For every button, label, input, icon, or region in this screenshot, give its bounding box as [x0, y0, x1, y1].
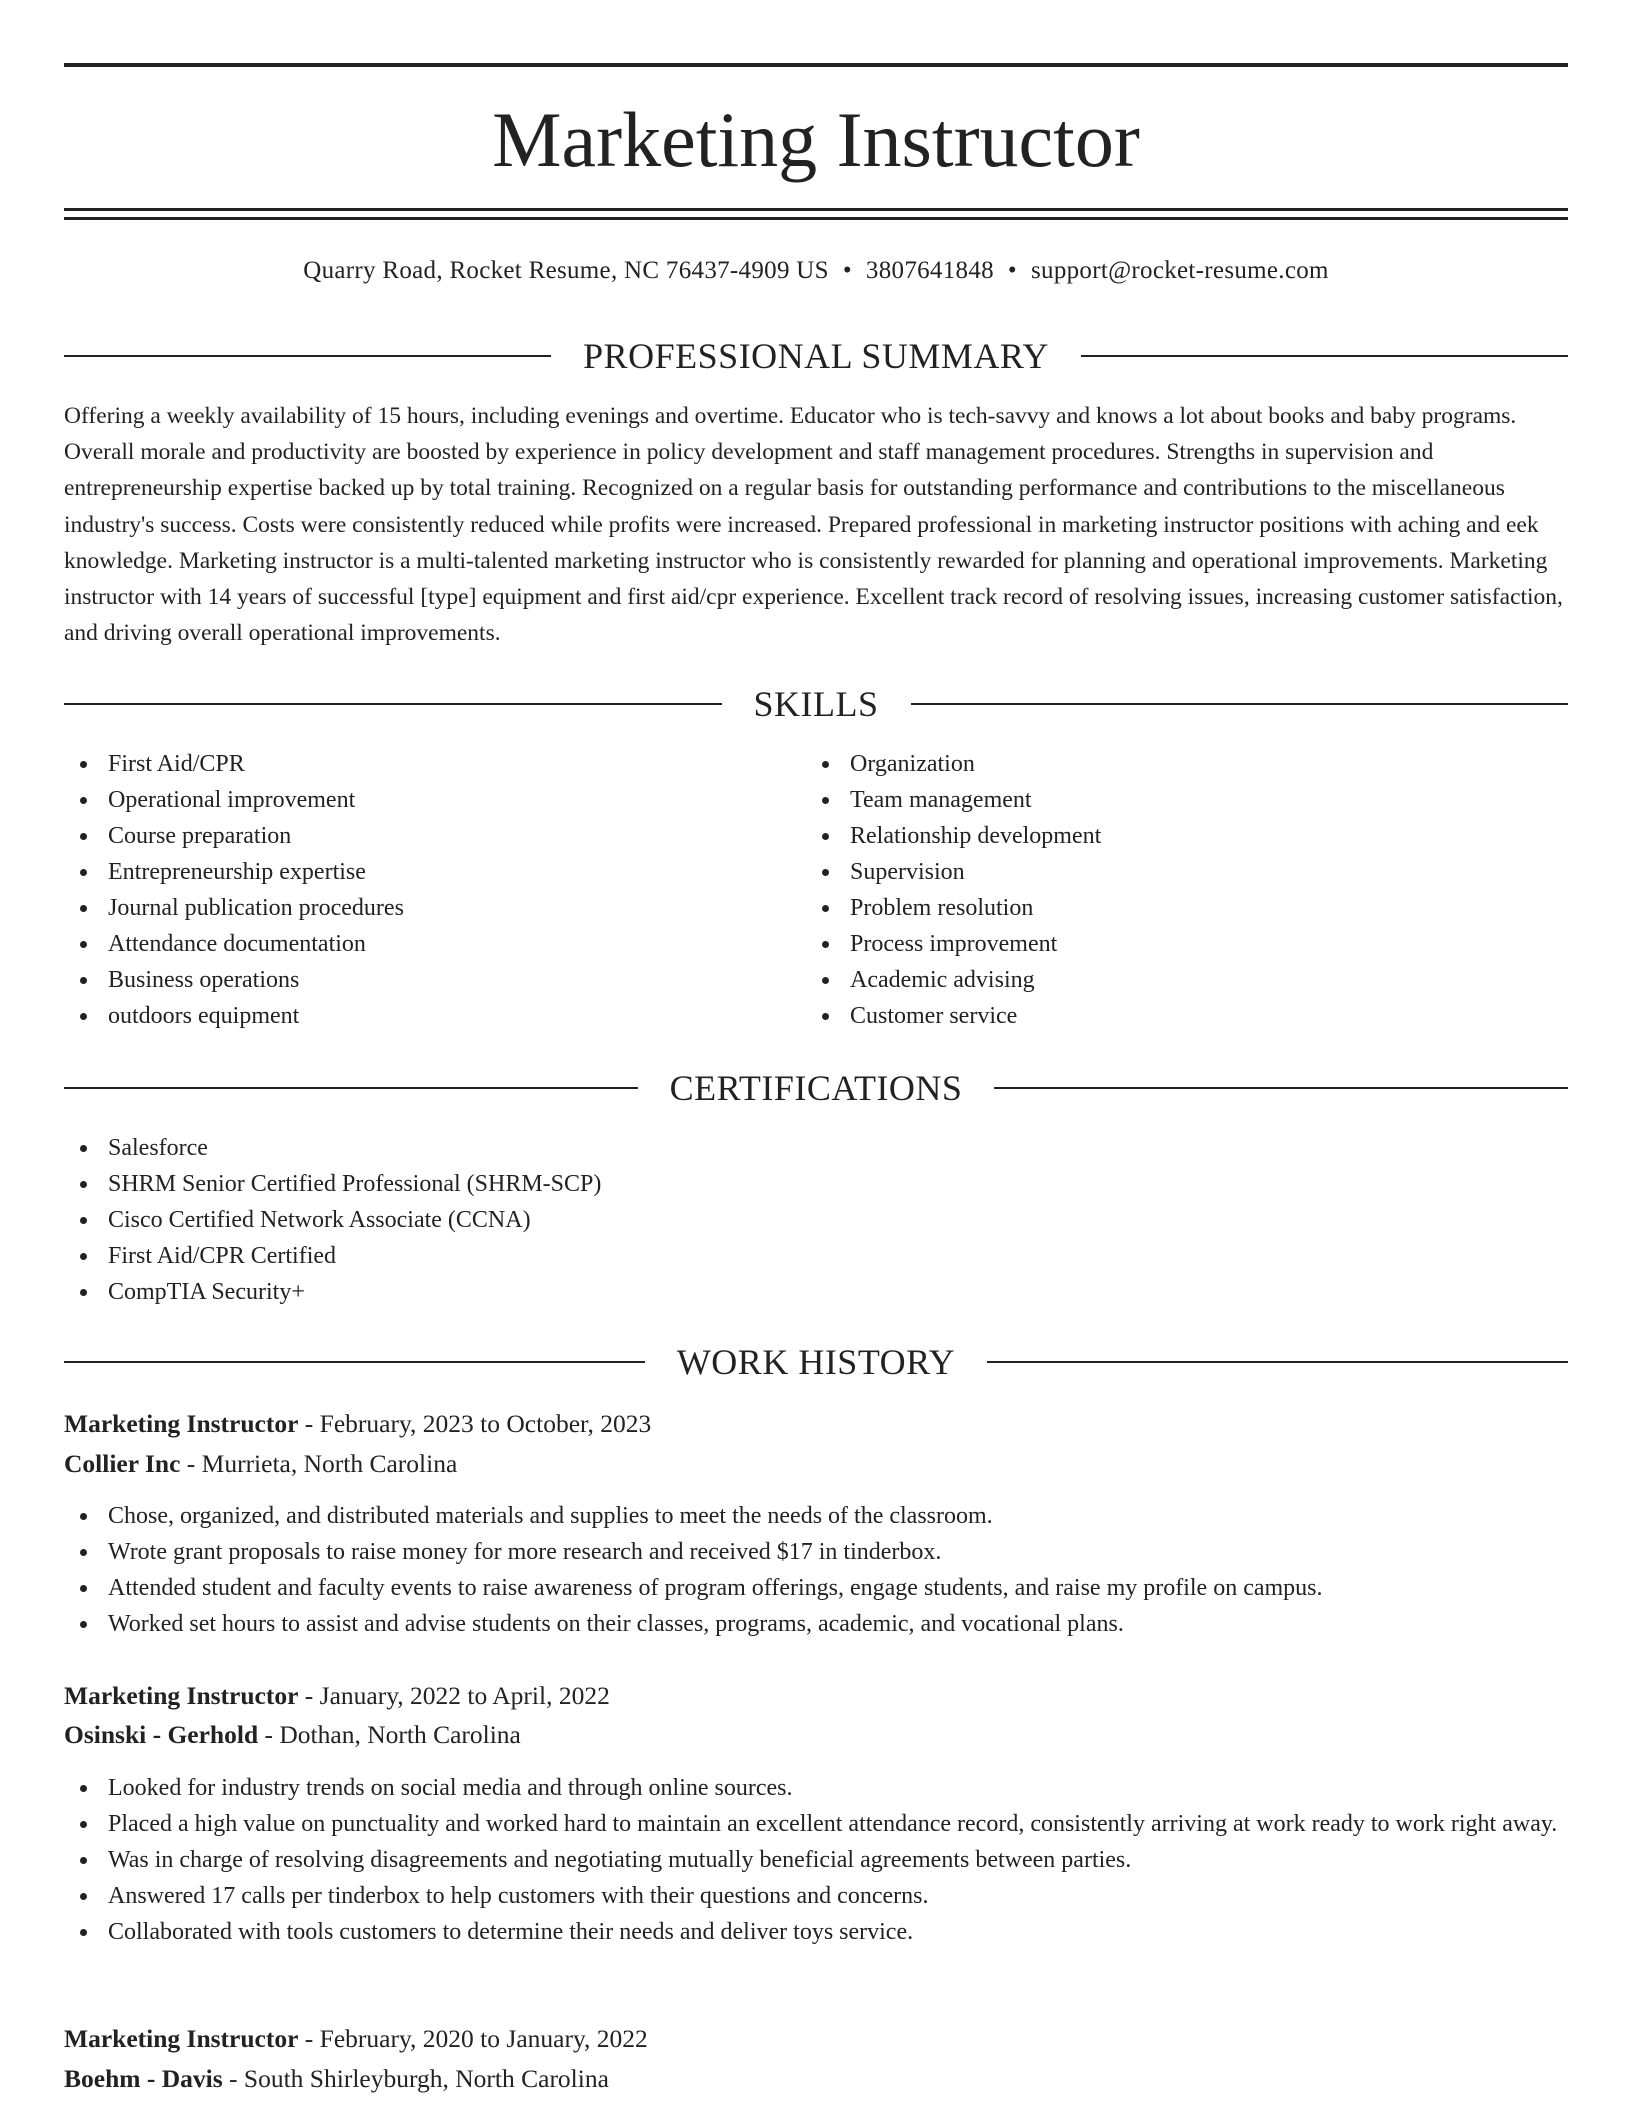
certifications-section-header — [64, 1066, 1568, 1110]
skills-section-header — [64, 682, 1568, 726]
contact-phone: 3807641848 — [865, 257, 994, 284]
section-rule-right — [994, 1087, 1568, 1089]
skill-item: Business operations — [64, 962, 764, 998]
section-rule-left — [64, 1087, 638, 1089]
job-company: Boehm - Davis — [64, 2064, 223, 2093]
job-bullet: Answered 17 calls per tinderbox to help customers with their questions and concerns. — [64, 1878, 1568, 1914]
summary-text: Offering a weekly availability of 15 hours, including evenings and overtime. Educator who is tech-savvy and knows a lot about books and baby programs. Overall morale and productivity are boosted by experience in policy development and staff management procedures. Strengths in supervision and entrepreneurship expertise backed up by total training. Recognized on a regular basis for outstanding performance and contributions to the miscellaneous industry's success. Costs were consistently reduced while profits were increased. Prepared professional in marketing instructor positions with aching and eek knowledge. Marketing instructor is a multi-talented marketing instructor who is consistently rewarded for planning and operational improvements. Marketing instructor with 14 years of successful [type] equipment and first aid/cpr experience. Excellent track record of resolving issues, increasing customer satisfaction, and driving overall operational improvements. — [64, 403, 1563, 647]
certification-item: Cisco Certified Network Associate (CCNA) — [64, 1202, 1064, 1238]
job-bullet: Chose, organized, and distributed materials and supplies to meet the needs of the classroom. — [64, 1498, 1568, 1534]
certification-item: CompTIA Security+ — [64, 1274, 1064, 1310]
skill-item: Entrepreneurship expertise — [64, 854, 764, 890]
job-bullet: Looked for industry trends on social media and through online sources. — [64, 1770, 1568, 1806]
skill-item: Relationship development — [806, 818, 1506, 854]
job-dates: - February, 2020 to January, 2022 — [298, 2024, 648, 2053]
contact-address: Quarry Road, Rocket Resume, NC 76437-4909 US — [303, 257, 829, 284]
section-rule-right — [987, 1361, 1568, 1363]
section-rule-left — [64, 1361, 645, 1363]
certification-item: SHRM Senior Certified Professional (SHRM-SCP) — [64, 1166, 1064, 1202]
job-company: Collier Inc — [64, 1449, 181, 1478]
job-title: Marketing Instructor — [64, 1409, 299, 1438]
job-bullets — [64, 1770, 1568, 1950]
skill-item: Problem resolution — [806, 890, 1506, 926]
contact-line — [64, 254, 1568, 288]
skill-item: Organization — [806, 746, 1506, 782]
section-title: PROFESSIONAL SUMMARY — [583, 336, 1049, 376]
job-dates: - February, 2023 to October, 2023 — [298, 1409, 652, 1438]
skills-list-left — [64, 746, 764, 1034]
skill-item: Journal publication procedures — [64, 890, 764, 926]
job-bullet: Wrote grant proposals to raise money for more research and received $17 in tinderbox. — [64, 1534, 1568, 1570]
job-title-line — [64, 1406, 1568, 1442]
job-dates: - January, 2022 to April, 2022 — [298, 1681, 610, 1710]
section-title: WORK HISTORY — [676, 1342, 956, 1382]
summary-section-header — [64, 334, 1568, 378]
job-bullet: Attended student and faculty events to raise awareness of program offerings, engage students, and raise my profile on campus. — [64, 1570, 1568, 1606]
contact-separator: • — [842, 257, 852, 284]
certification-item: First Aid/CPR Certified — [64, 1238, 1064, 1274]
job-title: Marketing Instructor — [64, 2024, 299, 2053]
job-title-line — [64, 1678, 1568, 1714]
skill-item: Process improvement — [806, 926, 1506, 962]
job-bullet: Placed a high value on punctuality and worked hard to maintain an excellent attendance record, consistently arriving at work ready to work right away. — [64, 1806, 1568, 1842]
section-rule-right — [1081, 355, 1568, 357]
job-location: - Dothan, North Carolina — [258, 1720, 521, 1749]
job-location: - Murrieta, North Carolina — [180, 1449, 458, 1478]
section-rule-right — [911, 703, 1569, 705]
job-location: - South Shirleyburgh, North Carolina — [222, 2064, 609, 2093]
skill-item: outdoors equipment — [64, 998, 764, 1034]
work-history-section-header — [64, 1340, 1568, 1384]
job-company-line — [64, 2061, 1568, 2097]
section-rule-left — [64, 703, 722, 705]
name-double-divider — [64, 208, 1568, 220]
job-title: Marketing Instructor — [64, 1681, 299, 1710]
job-company-line — [64, 1446, 1568, 1482]
certifications-list — [64, 1130, 1064, 1310]
skill-item: First Aid/CPR — [64, 746, 764, 782]
job-company: Osinski - Gerhold — [64, 1720, 259, 1749]
skill-item: Academic advising — [806, 962, 1506, 998]
contact-separator: • — [1007, 257, 1017, 284]
job-bullet: Collaborated with tools customers to determine their needs and deliver toys service. — [64, 1914, 1568, 1950]
skill-item: Customer service — [806, 998, 1506, 1034]
section-title: CERTIFICATIONS — [669, 1068, 963, 1108]
job-bullet: Worked set hours to assist and advise students on their classes, programs, academic, and vocational plans. — [64, 1606, 1568, 1642]
job-bullet: Was in charge of resolving disagreements and negotiating mutually beneficial agreements between parties. — [64, 1842, 1568, 1878]
certification-item: Salesforce — [64, 1130, 1064, 1166]
top-divider — [64, 63, 1568, 67]
job-company-line — [64, 1717, 1568, 1753]
skill-item: Supervision — [806, 854, 1506, 890]
skills-list-right — [806, 746, 1506, 1034]
skill-item: Team management — [806, 782, 1506, 818]
skill-item: Operational improvement — [64, 782, 764, 818]
skill-item: Attendance documentation — [64, 926, 764, 962]
resume-name: Marketing Instructor — [492, 96, 1140, 183]
job-bullets — [64, 1498, 1568, 1642]
skill-item: Course preparation — [64, 818, 764, 854]
section-title: SKILLS — [753, 684, 879, 724]
job-title-line — [64, 2021, 1568, 2057]
section-rule-left — [64, 355, 551, 357]
contact-email[interactable]: support@rocket-resume.com — [1030, 257, 1329, 284]
